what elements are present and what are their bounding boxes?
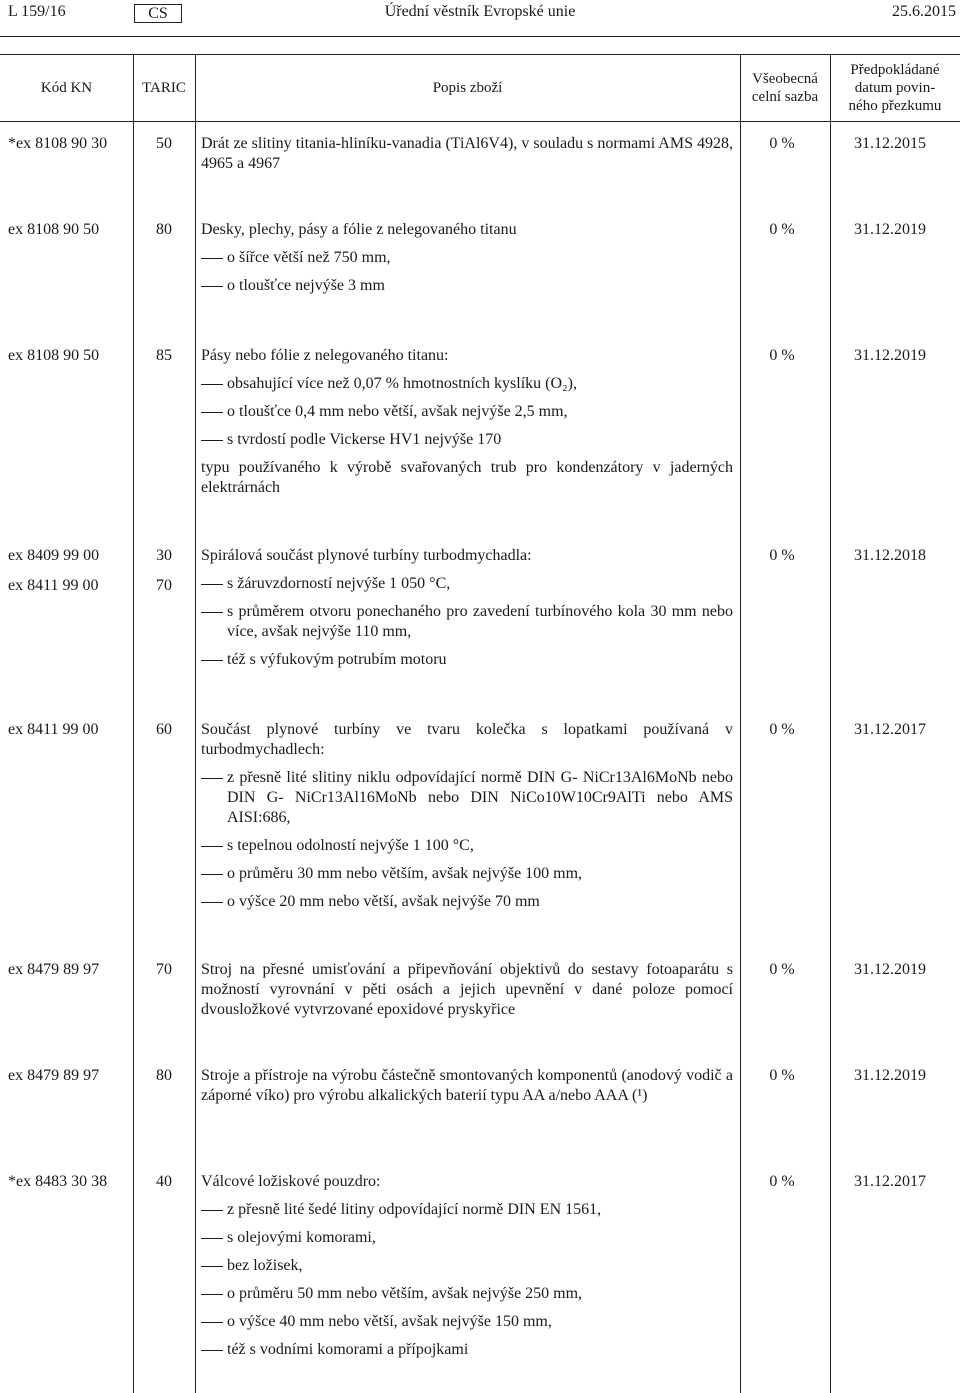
publication-date: 25.6.2015 [892,3,956,20]
header-duty-rate [740,70,830,106]
dash-list-item [201,1312,733,1332]
dash-item-text: bez ložisek, [227,1257,303,1274]
description-text: Drát ze slitiny titania-hliníku-vanadia (TiAl6V4), v souladu s normami AMS 4928, 4965 a 4967 [201,135,733,172]
description-cell [201,220,733,304]
review-date-cell: 31.12.2017 [854,721,926,738]
kn-code-cell [8,546,128,606]
description-text: Stroj na přesné umisťování a připevňování objektivů do sestavy fotoaparátu s možností vyrovnání v pěti osách a jejich upevnění v dané poloze pomocí dvousložkové vytvrzované epoxidové pryskyřice [201,961,733,1018]
em-dash-marker [201,1340,227,1360]
dash-item-text: též s vodními komorami a přípojkami [227,1341,469,1358]
dash-list-item [201,768,733,828]
header-duty-rate-line: celní sazba [751,89,819,105]
header-review-line: Předpokládané [850,62,940,78]
review-date-cell: 31.12.2019 [854,221,926,238]
page-reference: L 159/16 [8,3,66,20]
review-date-cell: 31.12.2019 [854,961,926,978]
review-date-cell: 31.12.2019 [854,347,926,364]
taric-code: 40 [156,1173,172,1190]
kn-code: ex 8479 89 97 [8,1067,100,1084]
duty-rate-cell: 0 % [769,1067,795,1084]
description-cell [201,1172,733,1368]
kn-code: ex 8479 89 97 [8,961,100,978]
dash-item-text: s žáruvzdorností nejvýše 1 050 °C, [227,575,451,592]
duty-rate-cell: 0 % [769,547,795,564]
dash-item-text: o výšce 20 mm nebo větší, avšak nejvýše 70 mm [227,893,540,910]
description-cell [201,1066,733,1114]
dash-list-item [201,602,733,642]
dash-item-text: s tepelnou odolností nejvýše 1 100 °C, [227,837,474,854]
description-cell [201,134,733,182]
em-dash-marker [201,1256,227,1276]
dash-list-item [201,374,733,394]
kn-code: *ex 8483 30 38 [8,1173,108,1190]
dash-list-item [201,892,733,912]
kn-code: ex 8411 99 00 [8,721,99,738]
taric-cell [134,346,194,376]
dash-list-item [201,402,733,422]
em-dash-marker [201,1312,227,1332]
taric-code: 80 [156,221,172,238]
dash-item-text: obsahující více než 0,07 % hmotnostních kyslíku (O₂), [227,375,577,392]
header-taric: TARIC [142,80,186,96]
em-dash-marker [201,248,227,268]
kn-code: ex 8108 90 50 [8,221,100,238]
dash-list-item [201,1200,733,1220]
em-dash-marker [201,402,227,422]
em-dash-marker [201,1228,227,1248]
em-dash-marker [201,650,227,670]
dash-list-item [201,430,733,450]
description-cell [201,546,733,678]
taric-code: 50 [156,135,172,152]
dash-list-item [201,864,733,884]
header-description: Popis zboží [432,80,503,96]
em-dash-marker [201,602,227,642]
description-cell [201,960,733,1028]
kn-code: *ex 8108 90 30 [8,135,108,152]
review-date-cell: 31.12.2017 [854,1173,926,1190]
em-dash-marker [201,864,227,884]
dash-list-item [201,276,733,296]
description-text: typu používaného k výrobě svařovaných trub pro kondenzátory v jaderných elektrárnách [201,459,733,496]
header-review-line: datum povin- [854,80,936,96]
taric-cell [134,546,194,606]
taric-cell [134,1066,194,1096]
kn-code-cell [8,960,128,990]
table-top-border [0,54,960,55]
em-dash-marker [201,574,227,594]
em-dash-marker [201,430,227,450]
kn-code-cell [8,1172,128,1202]
kn-code: ex 8108 90 50 [8,347,100,364]
header-rule [0,36,960,37]
description-text: Součást plynové turbíny ve tvaru kolečka s lopatkami používaná v turbodmychadlech: [201,721,733,758]
kn-code: ex 8409 99 00 [8,547,100,564]
taric-cell [134,1172,194,1202]
dash-list-item [201,1340,733,1360]
em-dash-marker [201,1200,227,1220]
dash-item-text: o průměru 50 mm nebo větším, avšak nejvýše 250 mm, [227,1285,583,1302]
taric-code: 70 [156,961,172,978]
duty-rate-cell: 0 % [769,221,795,238]
taric-cell [134,960,194,990]
dash-item-text: s tvrdostí podle Vickerse HV1 nejvýše 170 [227,431,502,448]
taric-cell [134,220,194,250]
dash-list-item [201,836,733,856]
dash-item-text: o průměru 30 mm nebo větším, avšak nejvýše 100 mm, [227,865,583,882]
table-header-border [0,121,960,122]
em-dash-marker [201,374,227,394]
em-dash-marker [201,276,227,296]
language-code-box: CS [134,4,182,23]
header-review-line: ného přezkumu [848,98,942,114]
kn-code-cell [8,220,128,250]
review-date-cell: 31.12.2015 [854,135,926,152]
description-cell [201,720,733,920]
em-dash-marker [201,892,227,912]
dash-list-item [201,650,733,670]
description-text: Desky, plechy, pásy a fólie z nelegovaného titanu [201,221,517,238]
header-review-date [830,61,960,115]
taric-code: 60 [156,721,172,738]
kn-code-cell [8,134,128,164]
column-divider [195,54,196,1393]
dash-item-text: z přesně lité slitiny niklu odpovídající normě DIN G- NiCr13Al6MoNb nebo DIN G- NiCr13Al16MoNb nebo DIN NiCo10W10Cr9AlTi nebo AMS AISI:686, [227,769,733,826]
kn-code-cell [8,720,128,750]
description-text: Spirálová součást plynové turbíny turbodmychadla: [201,547,532,564]
dash-item-text: o tloušťce nejvýše 3 mm [227,277,385,294]
em-dash-marker [201,768,227,828]
taric-code: 80 [156,1067,172,1084]
dash-item-text: z přesně lité šedé litiny odpovídající normě DIN EN 1561, [227,1201,602,1218]
taric-code: 85 [156,347,172,364]
kn-code-cell [8,1066,128,1096]
dash-item-text: též s výfukovým potrubím motoru [227,651,447,668]
dash-list-item [201,1256,733,1276]
kn-code: ex 8411 99 00 [8,577,99,594]
dash-list-item [201,1284,733,1304]
em-dash-marker [201,1284,227,1304]
description-cell [201,346,733,506]
dash-item-text: o tloušťce 0,4 mm nebo větší, avšak nejvýše 2,5 mm, [227,403,568,420]
review-date-cell: 31.12.2019 [854,1067,926,1084]
description-text: Stroje a přístroje na výrobu částečně smontovaných komponentů (anodový vodič a záporné víko) pro výrobu alkalických baterií typu AA a/nebo AAA (¹) [201,1067,733,1104]
dash-item-text: s průměrem otvoru ponechaného pro zavedení turbínového kola 30 mm nebo více, avšak nejvýše 110 mm, [227,603,733,640]
taric-code: 70 [156,577,172,594]
kn-code-cell [8,346,128,376]
dash-list-item [201,574,733,594]
header-kn-code: Kód KN [40,80,93,96]
dash-list-item [201,1228,733,1248]
em-dash-marker [201,836,227,856]
duty-rate-cell: 0 % [769,347,795,364]
duty-rate-cell: 0 % [769,961,795,978]
header-duty-rate-line: Všeobecná [752,71,818,87]
duty-rate-cell: 0 % [769,721,795,738]
description-text: Válcové ložiskové pouzdro: [201,1173,381,1190]
journal-title: Úřední věstník Evropské unie [384,3,576,20]
dash-item-text: s olejovými komorami, [227,1229,376,1246]
review-date-cell: 31.12.2018 [854,547,926,564]
taric-cell [134,134,194,164]
duty-rate-cell: 0 % [769,135,795,152]
duty-rate-cell: 0 % [769,1173,795,1190]
description-text: Pásy nebo fólie z nelegovaného titanu: [201,347,449,364]
taric-code: 30 [156,547,172,564]
dash-list-item [201,248,733,268]
dash-item-text: o výšce 40 mm nebo větší, avšak nejvýše 150 mm, [227,1313,552,1330]
dash-item-text: o šířce větší než 750 mm, [227,249,391,266]
taric-cell [134,720,194,750]
